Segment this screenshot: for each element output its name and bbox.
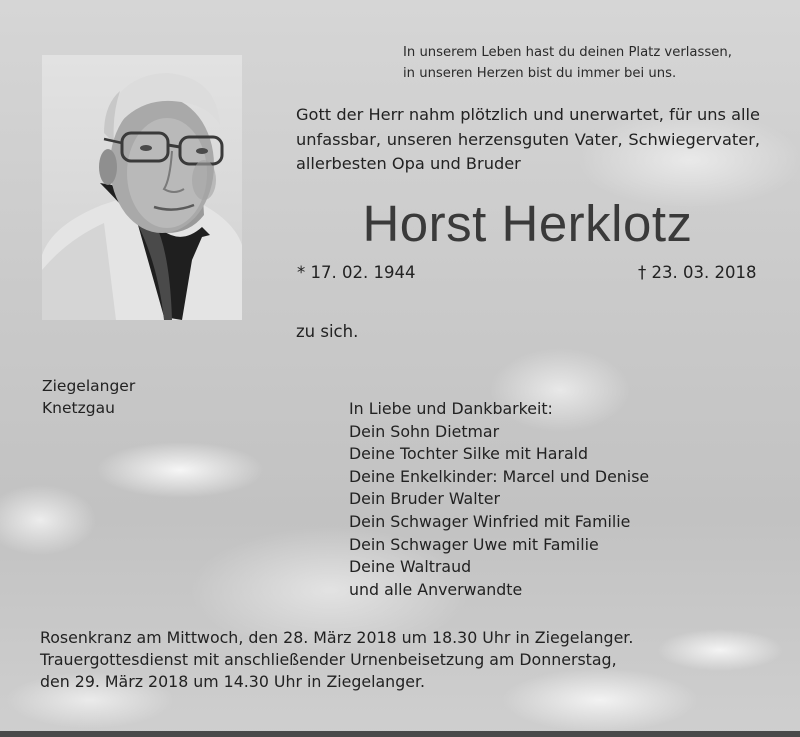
- mourner-line: Dein Sohn Dietmar: [349, 421, 500, 441]
- death-date: † 23. 03. 2018: [638, 263, 757, 282]
- service-line: Rosenkranz am Mittwoch, den 28. März 2018 um 18.30 Uhr in Ziegelanger.: [40, 628, 634, 647]
- poem-line: In unserem Leben hast du deinen Platz verlassen,: [403, 45, 732, 60]
- portrait-photo: [42, 55, 242, 320]
- deceased-name: Horst Herklotz: [362, 195, 693, 252]
- bottom-border: [0, 731, 800, 737]
- service-line: Trauergottesdienst mit anschließender Urnenbeisetzung am Donnerstag,: [40, 650, 617, 669]
- intro-line: unfassbar, unseren herzensguten Vater, Schwiegervater,: [296, 129, 760, 149]
- service-line: den 29. März 2018 um 14.30 Uhr in Ziegelanger.: [40, 672, 426, 691]
- intro-line: allerbesten Opa und Bruder: [296, 154, 521, 173]
- poem-verse: [403, 42, 732, 84]
- mourners-heading: In Liebe und Dankbarkeit:: [349, 399, 553, 418]
- intro-line: Gott der Herr nahm plötzlich und unerwartet, für uns alle: [296, 105, 760, 124]
- mourner-line: Deine Tochter Silke mit Harald: [349, 444, 589, 464]
- mourner-line: Dein Bruder Walter: [349, 489, 500, 509]
- place-name: Ziegelanger: [42, 377, 136, 395]
- mourner-line: und alle Anverwandte: [349, 579, 523, 599]
- portrait-illustration: [42, 55, 242, 320]
- mourner-line: Deine Waltraud: [349, 557, 472, 577]
- mourner-line: Deine Enkelkinder: Marcel und Denise: [349, 466, 650, 486]
- mourner-line: Dein Schwager Winfried mit Familie: [349, 511, 631, 531]
- intro-text: [296, 103, 760, 177]
- mourner-line: Dein Schwager Uwe mit Familie: [349, 534, 599, 554]
- closing-text: zu sich.: [296, 322, 359, 341]
- place-name: Knetzgau: [42, 399, 115, 417]
- places-list: [42, 375, 135, 419]
- poem-line: in unseren Herzen bist du immer bei uns.: [403, 66, 677, 81]
- mourners-list: [349, 398, 649, 601]
- birth-date: * 17. 02. 1944: [297, 263, 416, 282]
- service-info: [40, 627, 633, 693]
